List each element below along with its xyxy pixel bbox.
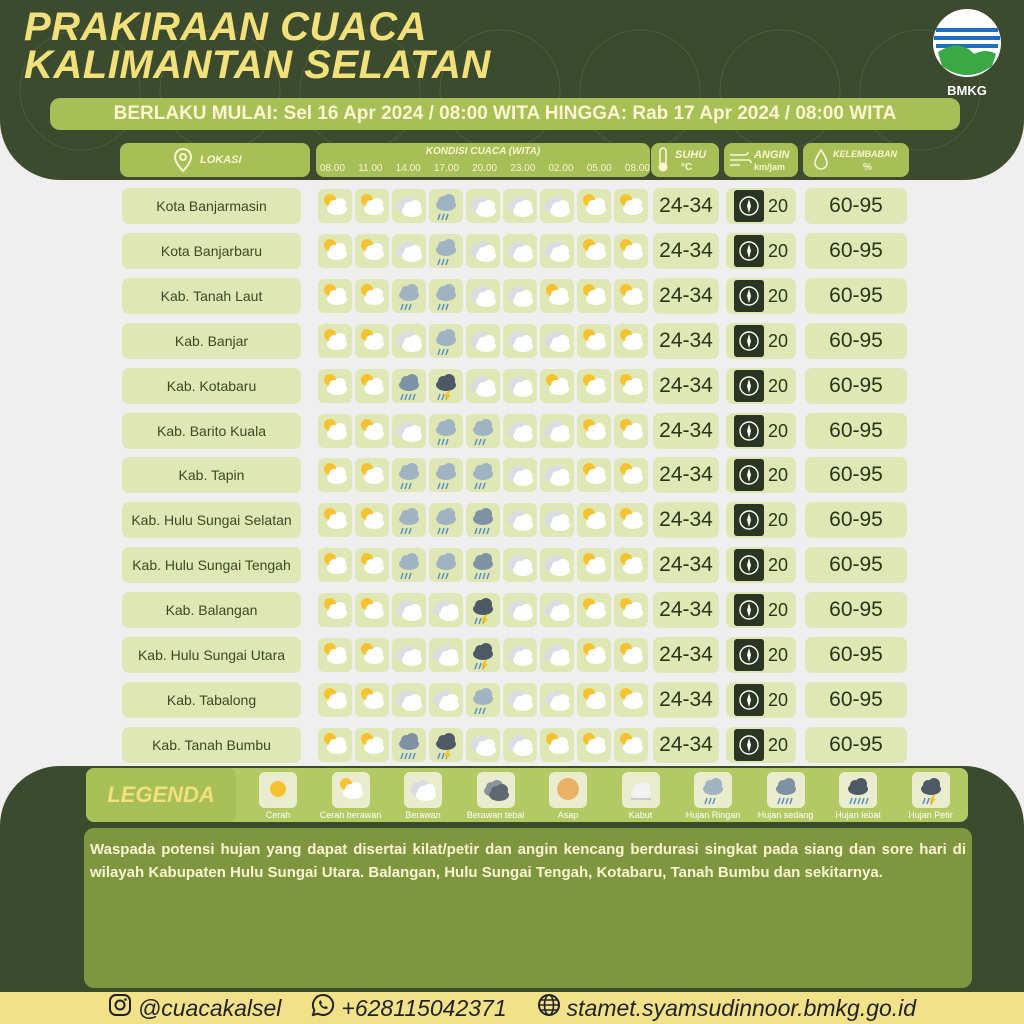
thermometer-icon: [657, 147, 669, 176]
weather-icons: [316, 278, 650, 314]
cerah-berawan-icon: [577, 548, 611, 582]
weather-icons: [316, 727, 650, 763]
berawan-tebal-icon: [477, 772, 515, 808]
warning-notes: Waspada potensi hujan yang dapat disertai kilat/petir dan angin kencang berdurasi singkat pada siang dan sore hari di wilayah Kabupaten Hulu Sungai Utara. Balangan, Hulu Sungai Tengah, Kotabaru, Tanah Bumbu dan sekitarnya.: [84, 828, 972, 988]
header-suhu: [651, 143, 719, 177]
compass-icon: [734, 549, 764, 581]
berawan-icon: [503, 458, 537, 492]
header-lokasi: [120, 143, 310, 177]
location-name: Kab. Tanah Bumbu: [122, 727, 301, 763]
berawan-icon: [503, 279, 537, 313]
footer-website[interactable]: [537, 993, 916, 1023]
table-row: [0, 323, 1024, 359]
hujan-ringan-icon: [429, 414, 463, 448]
table-row: [0, 592, 1024, 628]
hujan-petir-icon: [466, 593, 500, 627]
berawan-icon: [392, 234, 426, 268]
hujan-ringan-icon: [466, 458, 500, 492]
cerah-berawan-icon: [577, 683, 611, 717]
cerah-berawan-icon: [332, 772, 370, 808]
cerah-berawan-icon: [318, 638, 352, 672]
hujan-sedang-icon: [466, 503, 500, 537]
header-kelembaban-label: KELEMBABAN: [833, 149, 897, 159]
cerah-berawan-icon: [318, 503, 352, 537]
berawan-icon: [466, 234, 500, 268]
table-row: [0, 233, 1024, 269]
hour-label: 05.00: [586, 163, 612, 174]
cerah-berawan-icon: [614, 458, 648, 492]
cerah-berawan-icon: [355, 683, 389, 717]
compass-icon: [734, 370, 764, 402]
table-row: [0, 637, 1024, 673]
cerah-berawan-icon: [614, 548, 648, 582]
temperature-value: 24-34: [653, 592, 719, 628]
berawan-icon: [503, 728, 537, 762]
bmkg-logo-icon: [930, 8, 1004, 78]
hujan-ringan-icon: [392, 279, 426, 313]
hour-label: 17.00: [433, 163, 459, 174]
footer-instagram[interactable]: [108, 993, 282, 1023]
berawan-icon: [429, 683, 463, 717]
asap-icon: [549, 772, 587, 808]
cerah-berawan-icon: [355, 279, 389, 313]
table-row: [0, 188, 1024, 224]
legend-item: [319, 772, 383, 820]
wind-speed-value: 20: [768, 240, 789, 261]
wind-speed-value: 20: [768, 600, 789, 621]
location-name: Kab. Kotabaru: [122, 368, 301, 404]
wind-speed-value: 20: [768, 375, 789, 396]
table-row: [0, 682, 1024, 718]
legend-label: Berawan: [405, 810, 441, 820]
berawan-icon: [503, 683, 537, 717]
compass-icon: [734, 684, 764, 716]
compass-icon: [734, 415, 764, 447]
compass-icon: [734, 190, 764, 222]
hujan-ringan-icon: [392, 548, 426, 582]
hour-label: 08.00: [320, 163, 346, 174]
wind-cell: [726, 457, 796, 493]
cerah-berawan-icon: [355, 458, 389, 492]
temperature-value: 24-34: [653, 413, 719, 449]
table-row: [0, 413, 1024, 449]
hujan-lebat-icon: [839, 772, 877, 808]
header-kondisi-label: KONDISI CUACA (WITA): [425, 146, 541, 157]
cerah-berawan-icon: [355, 189, 389, 223]
legend-item: [464, 772, 528, 820]
cerah-berawan-icon: [577, 414, 611, 448]
temperature-value: 24-34: [653, 457, 719, 493]
legend-item: [536, 772, 600, 820]
website-url: stamet.syamsudinnoor.bmkg.go.id: [566, 994, 917, 1021]
berawan-icon: [540, 503, 574, 537]
berawan-icon: [540, 638, 574, 672]
legend-item: [609, 772, 673, 820]
temperature-value: 24-34: [653, 547, 719, 583]
location-pin-icon: [172, 147, 194, 176]
hujan-sedang-icon: [392, 728, 426, 762]
cerah-berawan-icon: [318, 279, 352, 313]
humidity-value: 60-95: [805, 727, 907, 763]
hujan-petir-icon: [429, 728, 463, 762]
hujan-ringan-icon: [429, 279, 463, 313]
wind-cell: [726, 547, 796, 583]
hujan-ringan-icon: [466, 683, 500, 717]
whatsapp-number: +628115042371: [341, 994, 507, 1021]
cerah-berawan-icon: [577, 593, 611, 627]
hujan-petir-icon: [912, 772, 950, 808]
wind-speed-value: 20: [768, 196, 789, 216]
berawan-icon: [503, 503, 537, 537]
legend-label: Hujan lebat: [835, 810, 881, 820]
header-kondisi: [316, 143, 650, 177]
cerah-berawan-icon: [318, 414, 352, 448]
wind-speed-value: 20: [768, 555, 789, 576]
hour-label: 02.00: [548, 163, 574, 174]
cerah-berawan-icon: [577, 503, 611, 537]
wind-speed-value: 20: [768, 510, 789, 531]
cerah-berawan-icon: [540, 279, 574, 313]
humidity-value: 60-95: [805, 457, 907, 493]
table-row: [0, 278, 1024, 314]
hujan-sedang-icon: [466, 548, 500, 582]
berawan-icon: [540, 414, 574, 448]
hujan-ringan-icon: [466, 414, 500, 448]
legend-label: Hujan Ringan: [685, 810, 741, 820]
hujan-ringan-icon: [392, 503, 426, 537]
bmkg-logo: [930, 8, 1004, 98]
footer-whatsapp[interactable]: [311, 993, 506, 1023]
droplet-icon: [813, 148, 829, 175]
weather-icons: [316, 637, 650, 673]
cerah-berawan-icon: [577, 234, 611, 268]
compass-icon: [734, 504, 764, 536]
weather-icons: [316, 368, 650, 404]
hours-row: [320, 163, 650, 174]
weather-icons: [316, 502, 650, 538]
berawan-icon: [503, 234, 537, 268]
cerah-berawan-icon: [577, 458, 611, 492]
temperature-value: 24-34: [653, 188, 719, 224]
weather-icons: [316, 592, 650, 628]
header-angin-label: ANGIN: [754, 149, 790, 161]
wind-cell: [726, 233, 796, 269]
whatsapp-icon: [311, 993, 335, 1023]
cerah-berawan-icon: [355, 369, 389, 403]
location-name: Kab. Barito Kuala: [122, 413, 301, 449]
cerah-berawan-icon: [577, 369, 611, 403]
cerah-berawan-icon: [540, 728, 574, 762]
temperature-value: 24-34: [653, 368, 719, 404]
table-row: [0, 502, 1024, 538]
temperature-value: 24-34: [653, 727, 719, 763]
wind-speed-value: 20: [768, 330, 789, 351]
wind-cell: [726, 278, 796, 314]
cerah-berawan-icon: [614, 683, 648, 717]
location-name: Kab. Hulu Sungai Selatan: [122, 502, 301, 538]
table-row: [0, 457, 1024, 493]
wind-cell: [726, 188, 796, 224]
cerah-berawan-icon: [614, 279, 648, 313]
legend-item: [899, 772, 963, 820]
cerah-berawan-icon: [355, 548, 389, 582]
wind-cell: [726, 368, 796, 404]
weather-icons: [316, 188, 650, 224]
cerah-berawan-icon: [577, 279, 611, 313]
legend-item: [391, 772, 455, 820]
berawan-icon: [503, 369, 537, 403]
temperature-value: 24-34: [653, 323, 719, 359]
humidity-value: 60-95: [805, 413, 907, 449]
hujan-petir-icon: [466, 638, 500, 672]
wind-cell: [726, 502, 796, 538]
cerah-berawan-icon: [318, 593, 352, 627]
berawan-icon: [404, 772, 442, 808]
berawan-icon: [392, 414, 426, 448]
hujan-ringan-icon: [392, 458, 426, 492]
location-name: Kota Banjarmasin: [122, 188, 301, 224]
weather-icons: [316, 233, 650, 269]
compass-icon: [734, 459, 764, 491]
hour-label: 20.00: [472, 163, 498, 174]
humidity-value: 60-95: [805, 502, 907, 538]
berawan-icon: [540, 189, 574, 223]
header-angin-unit: km/jam: [754, 162, 786, 172]
wind-cell: [726, 727, 796, 763]
berawan-icon: [503, 324, 537, 358]
cerah-berawan-icon: [577, 728, 611, 762]
wind-cell: [726, 637, 796, 673]
berawan-icon: [540, 234, 574, 268]
wind-speed-value: 20: [768, 285, 789, 306]
berawan-icon: [392, 683, 426, 717]
hour-label: 08.00: [624, 163, 650, 174]
legend-item: [246, 772, 310, 820]
hour-label: 14.00: [395, 163, 421, 174]
hujan-ringan-icon: [694, 772, 732, 808]
humidity-value: 60-95: [805, 278, 907, 314]
legend-label: Asap: [557, 810, 579, 820]
legend-item: [681, 772, 745, 820]
cerah-berawan-icon: [577, 189, 611, 223]
header-lokasi-label: LOKASI: [200, 154, 242, 166]
header-suhu-unit: °C: [681, 162, 693, 173]
berawan-icon: [466, 369, 500, 403]
hujan-petir-icon: [429, 369, 463, 403]
wind-icon: [728, 149, 752, 172]
berawan-icon: [392, 593, 426, 627]
wind-speed-value: 20: [768, 420, 789, 441]
globe-icon: [537, 993, 561, 1023]
cerah-berawan-icon: [614, 593, 648, 627]
wind-cell: [726, 682, 796, 718]
weather-icons: [316, 457, 650, 493]
berawan-icon: [503, 548, 537, 582]
legend-label: Cerah berawan: [319, 810, 382, 820]
compass-icon: [734, 235, 764, 267]
table-row: [0, 368, 1024, 404]
validity-banner: BERLAKU MULAI: Sel 16 Apr 2024 / 08:00 WITA HINGGA: Rab 17 Apr 2024 / 08:00 WITA: [50, 98, 960, 130]
berawan-icon: [540, 458, 574, 492]
legend-label: Kabut: [628, 810, 653, 820]
cerah-berawan-icon: [355, 728, 389, 762]
hujan-sedang-icon: [392, 369, 426, 403]
berawan-icon: [466, 279, 500, 313]
berawan-icon: [503, 414, 537, 448]
hujan-ringan-icon: [429, 234, 463, 268]
berawan-icon: [540, 593, 574, 627]
hujan-ringan-icon: [429, 503, 463, 537]
legend-label: Hujan sedang: [757, 810, 814, 820]
location-name: Kab. Tabalong: [122, 682, 301, 718]
cerah-berawan-icon: [614, 728, 648, 762]
cerah-berawan-icon: [318, 728, 352, 762]
legend-item: [826, 772, 890, 820]
wind-speed-value: 20: [768, 465, 789, 486]
location-name: Kab. Hulu Sungai Tengah: [122, 547, 301, 583]
cerah-berawan-icon: [318, 189, 352, 223]
legend-label: Berawan tebal: [466, 810, 525, 820]
weather-icons: [316, 323, 650, 359]
temperature-value: 24-34: [653, 233, 719, 269]
berawan-icon: [392, 324, 426, 358]
location-name: Kab. Hulu Sungai Utara: [122, 637, 301, 673]
hujan-sedang-icon: [767, 772, 805, 808]
wind-cell: [726, 592, 796, 628]
temperature-value: 24-34: [653, 637, 719, 673]
humidity-value: 60-95: [805, 368, 907, 404]
header-kelembaban: [803, 143, 909, 177]
wind-speed-value: 20: [768, 734, 789, 755]
cerah-berawan-icon: [614, 369, 648, 403]
berawan-icon: [503, 189, 537, 223]
cerah-berawan-icon: [614, 503, 648, 537]
berawan-icon: [466, 728, 500, 762]
wind-speed-value: 20: [768, 645, 789, 665]
table-row: [0, 727, 1024, 763]
cerah-berawan-icon: [318, 458, 352, 492]
location-name: Kab. Tanah Laut: [122, 278, 301, 314]
title-line-2: KALIMANTAN SELATAN: [24, 43, 491, 87]
weather-icons: [316, 682, 650, 718]
location-name: Kab. Balangan: [122, 592, 301, 628]
compass-icon: [734, 280, 764, 312]
humidity-value: 60-95: [805, 637, 907, 673]
humidity-value: 60-95: [805, 682, 907, 718]
berawan-icon: [429, 638, 463, 672]
berawan-icon: [466, 189, 500, 223]
legend-title: LEGENDA: [86, 768, 236, 822]
humidity-value: 60-95: [805, 592, 907, 628]
cerah-berawan-icon: [577, 638, 611, 672]
cerah-berawan-icon: [614, 638, 648, 672]
header-suhu-label: SUHU: [675, 149, 707, 161]
temperature-value: 24-34: [653, 682, 719, 718]
hujan-ringan-icon: [429, 548, 463, 582]
location-name: Kab. Tapin: [122, 457, 301, 493]
cerah-berawan-icon: [355, 234, 389, 268]
hujan-ringan-icon: [429, 458, 463, 492]
cerah-berawan-icon: [355, 503, 389, 537]
footer: [0, 992, 1024, 1024]
cerah-berawan-icon: [540, 369, 574, 403]
berawan-icon: [540, 683, 574, 717]
cerah-berawan-icon: [355, 638, 389, 672]
berawan-icon: [540, 548, 574, 582]
kabut-icon: [622, 772, 660, 808]
temperature-value: 24-34: [653, 278, 719, 314]
humidity-value: 60-95: [805, 188, 907, 224]
weather-icons: [316, 547, 650, 583]
page-title: [24, 5, 491, 87]
berawan-icon: [503, 593, 537, 627]
cerah-berawan-icon: [614, 234, 648, 268]
logo-text: BMKG: [947, 83, 987, 98]
legend-label: Hujan Petir: [908, 810, 953, 820]
berawan-icon: [466, 324, 500, 358]
humidity-value: 60-95: [805, 547, 907, 583]
berawan-icon: [429, 593, 463, 627]
berawan-icon: [392, 638, 426, 672]
humidity-value: 60-95: [805, 323, 907, 359]
compass-icon: [734, 594, 764, 626]
hour-label: 11.00: [358, 163, 383, 174]
compass-icon: [734, 639, 764, 671]
cerah-berawan-icon: [318, 324, 352, 358]
cerah-berawan-icon: [614, 324, 648, 358]
cerah-berawan-icon: [318, 369, 352, 403]
berawan-icon: [503, 638, 537, 672]
compass-icon: [734, 325, 764, 357]
cerah-berawan-icon: [355, 324, 389, 358]
berawan-icon: [540, 324, 574, 358]
hujan-ringan-icon: [429, 324, 463, 358]
cerah-berawan-icon: [614, 414, 648, 448]
legend-item: [754, 772, 818, 820]
header-kelembaban-unit: %: [863, 162, 872, 173]
berawan-icon: [392, 189, 426, 223]
cerah-berawan-icon: [355, 414, 389, 448]
wind-speed-value: 20: [768, 689, 789, 710]
cerah-berawan-icon: [318, 548, 352, 582]
hour-label: 23.00: [510, 163, 536, 174]
humidity-value: 60-95: [805, 233, 907, 269]
cerah-berawan-icon: [318, 683, 352, 717]
temperature-value: 24-34: [653, 502, 719, 538]
wind-cell: [726, 323, 796, 359]
cerah-berawan-icon: [318, 234, 352, 268]
table-row: [0, 547, 1024, 583]
legend-label: Cerah: [265, 810, 291, 820]
cerah-icon: [259, 772, 297, 808]
compass-icon: [734, 729, 764, 761]
cerah-berawan-icon: [614, 189, 648, 223]
hujan-ringan-icon: [429, 189, 463, 223]
cerah-berawan-icon: [577, 324, 611, 358]
location-name: Kab. Banjar: [122, 323, 301, 359]
instagram-icon: [108, 993, 132, 1023]
location-name: Kota Banjarbaru: [122, 233, 301, 269]
cerah-berawan-icon: [355, 593, 389, 627]
header-angin: [724, 143, 798, 177]
title-line-1: PRAKIRAAN CUACA: [24, 5, 428, 49]
weather-icons: [316, 413, 650, 449]
instagram-handle: @cuacakalsel: [137, 994, 282, 1021]
wind-cell: [726, 413, 796, 449]
